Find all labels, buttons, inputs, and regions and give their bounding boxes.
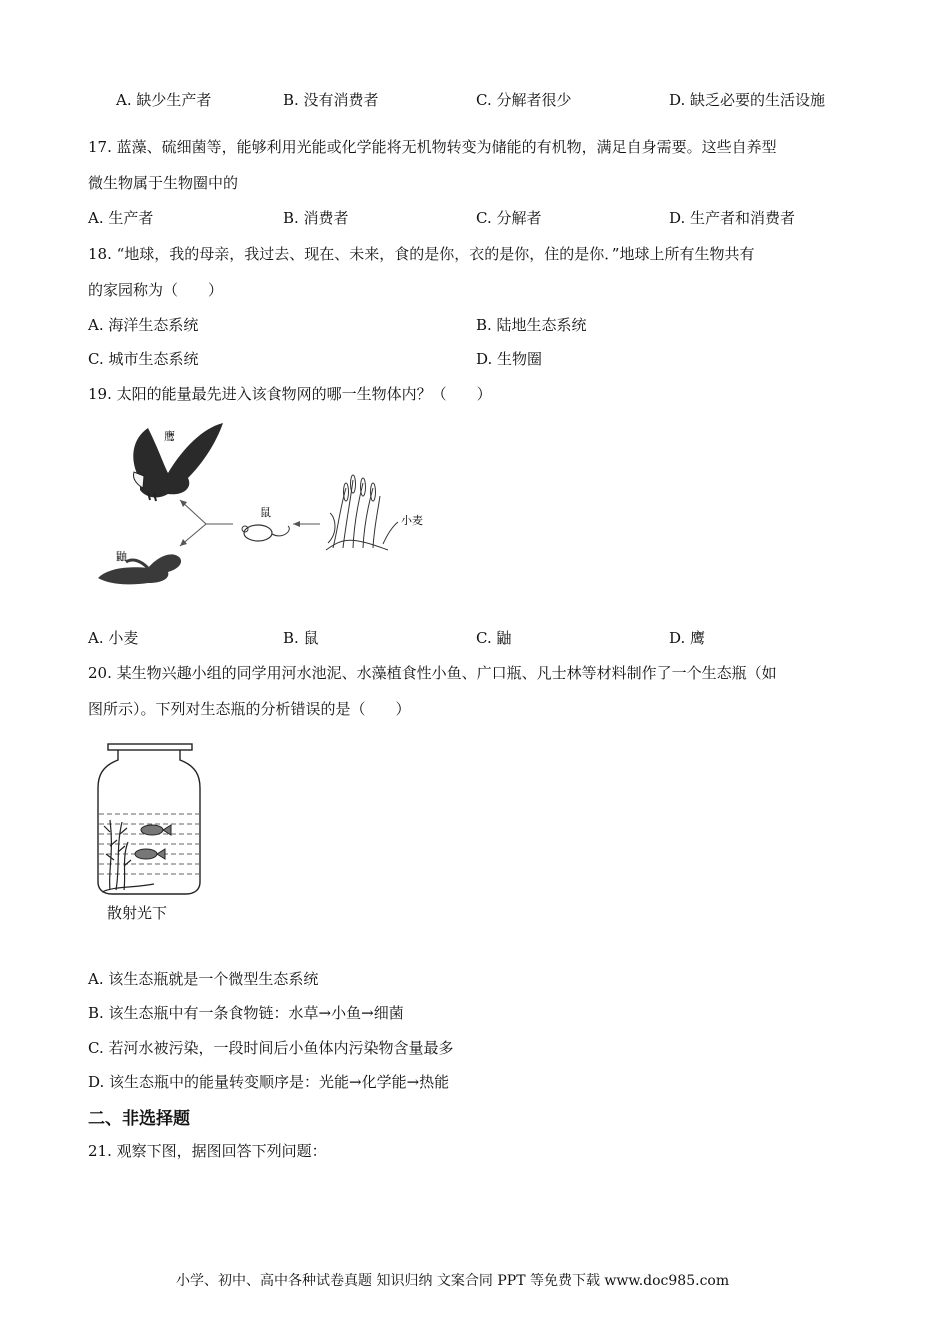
q19-option-a: A. 小麦 xyxy=(88,629,139,647)
mouse-label: 鼠 xyxy=(260,506,271,519)
q20-stem-line2: 图所示）。下列对生态瓶的分析错误的是（ ） xyxy=(88,700,411,718)
eco-bottle-figure xyxy=(94,742,204,900)
weasel-label: 鼬 xyxy=(116,550,127,563)
page-footer: 小学、初中、高中各种试卷真题 知识归纳 文案合同 PPT 等免费下载 www.doc985.com xyxy=(176,1273,730,1289)
q17-option-b: B. 消费者 xyxy=(283,209,349,227)
q17-stem-line2: 微生物属于生物圈中的 xyxy=(88,174,239,192)
q20-stem-line1: 20. 某生物兴趣小组的同学用河水池泥、水藻植食性小鱼、广口瓶、凡士林等材料制作了一个生态瓶（如 xyxy=(88,664,777,682)
arrowhead-weasel xyxy=(180,539,187,546)
q18-stem-line2: 的家园称为（ ） xyxy=(88,281,224,299)
q18-option-d: D. 生物圈 xyxy=(476,350,543,368)
wheat-label: 小麦 xyxy=(401,514,423,527)
eco-bottle-caption: 散射光下 xyxy=(107,904,168,922)
food-web-figure xyxy=(88,418,448,598)
weasel-illustration xyxy=(98,554,181,584)
q21-stem: 21. 观察下图，据图回答下列问题： xyxy=(88,1142,327,1160)
q17-option-d: D. 生产者和消费者 xyxy=(669,209,796,227)
q20-option-c: C. 若河水被污染，一段时间后小鱼体内污染物含量最多 xyxy=(88,1039,454,1057)
q16-option-a: A. 缺少生产者 xyxy=(116,91,212,109)
eagle-illustration xyxy=(133,423,223,501)
q20-option-a: A. 该生态瓶就是一个微型生态系统 xyxy=(88,970,319,988)
q18-option-b: B. 陆地生态系统 xyxy=(476,316,587,334)
q17-stem-line1: 17. 蓝藻、硫细菌等，能够利用光能或化学能将无机物转变为储能的有机物，满足自身需要。这些自养型 xyxy=(88,138,777,156)
q19-option-c: C. 鼬 xyxy=(476,629,512,647)
wheat-illustration xyxy=(326,475,398,550)
section-heading: 二、非选择题 xyxy=(88,1109,190,1129)
q16-option-c: C. 分解者很少 xyxy=(476,91,572,109)
q18-option-a: A. 海洋生态系统 xyxy=(88,316,199,334)
q17-option-a: A. 生产者 xyxy=(88,209,154,227)
q16-option-d: D. 缺乏必要的生活设施 xyxy=(669,91,826,109)
q16-option-b: B. 没有消费者 xyxy=(283,91,379,109)
mouse-illustration xyxy=(242,525,289,541)
q18-option-c: C. 城市生态系统 xyxy=(88,350,199,368)
arrowhead-mouse xyxy=(293,521,300,527)
q19-option-b: B. 鼠 xyxy=(283,629,319,647)
eagle-label: 鹰 xyxy=(164,430,175,443)
waterweed-illustration xyxy=(104,820,131,890)
water-lines xyxy=(99,814,199,874)
q20-option-b: B. 该生态瓶中有一条食物链：水草→小鱼→细菌 xyxy=(88,1004,404,1022)
q20-option-d: D. 该生态瓶中的能量转变顺序是：光能→化学能→热能 xyxy=(88,1073,450,1091)
q17-option-c: C. 分解者 xyxy=(476,209,542,227)
q19-option-d: D. 鹰 xyxy=(669,629,706,647)
bottle-illustration xyxy=(98,744,200,894)
q19-stem: 19. 太阳的能量最先进入该食物网的哪一生物体内？（ ） xyxy=(88,385,492,403)
q18-stem-line1: 18. “地球，我的母亲，我过去、现在、未来，食的是你，衣的是你，住的是你．”地球上所有生物共有 xyxy=(88,245,755,263)
